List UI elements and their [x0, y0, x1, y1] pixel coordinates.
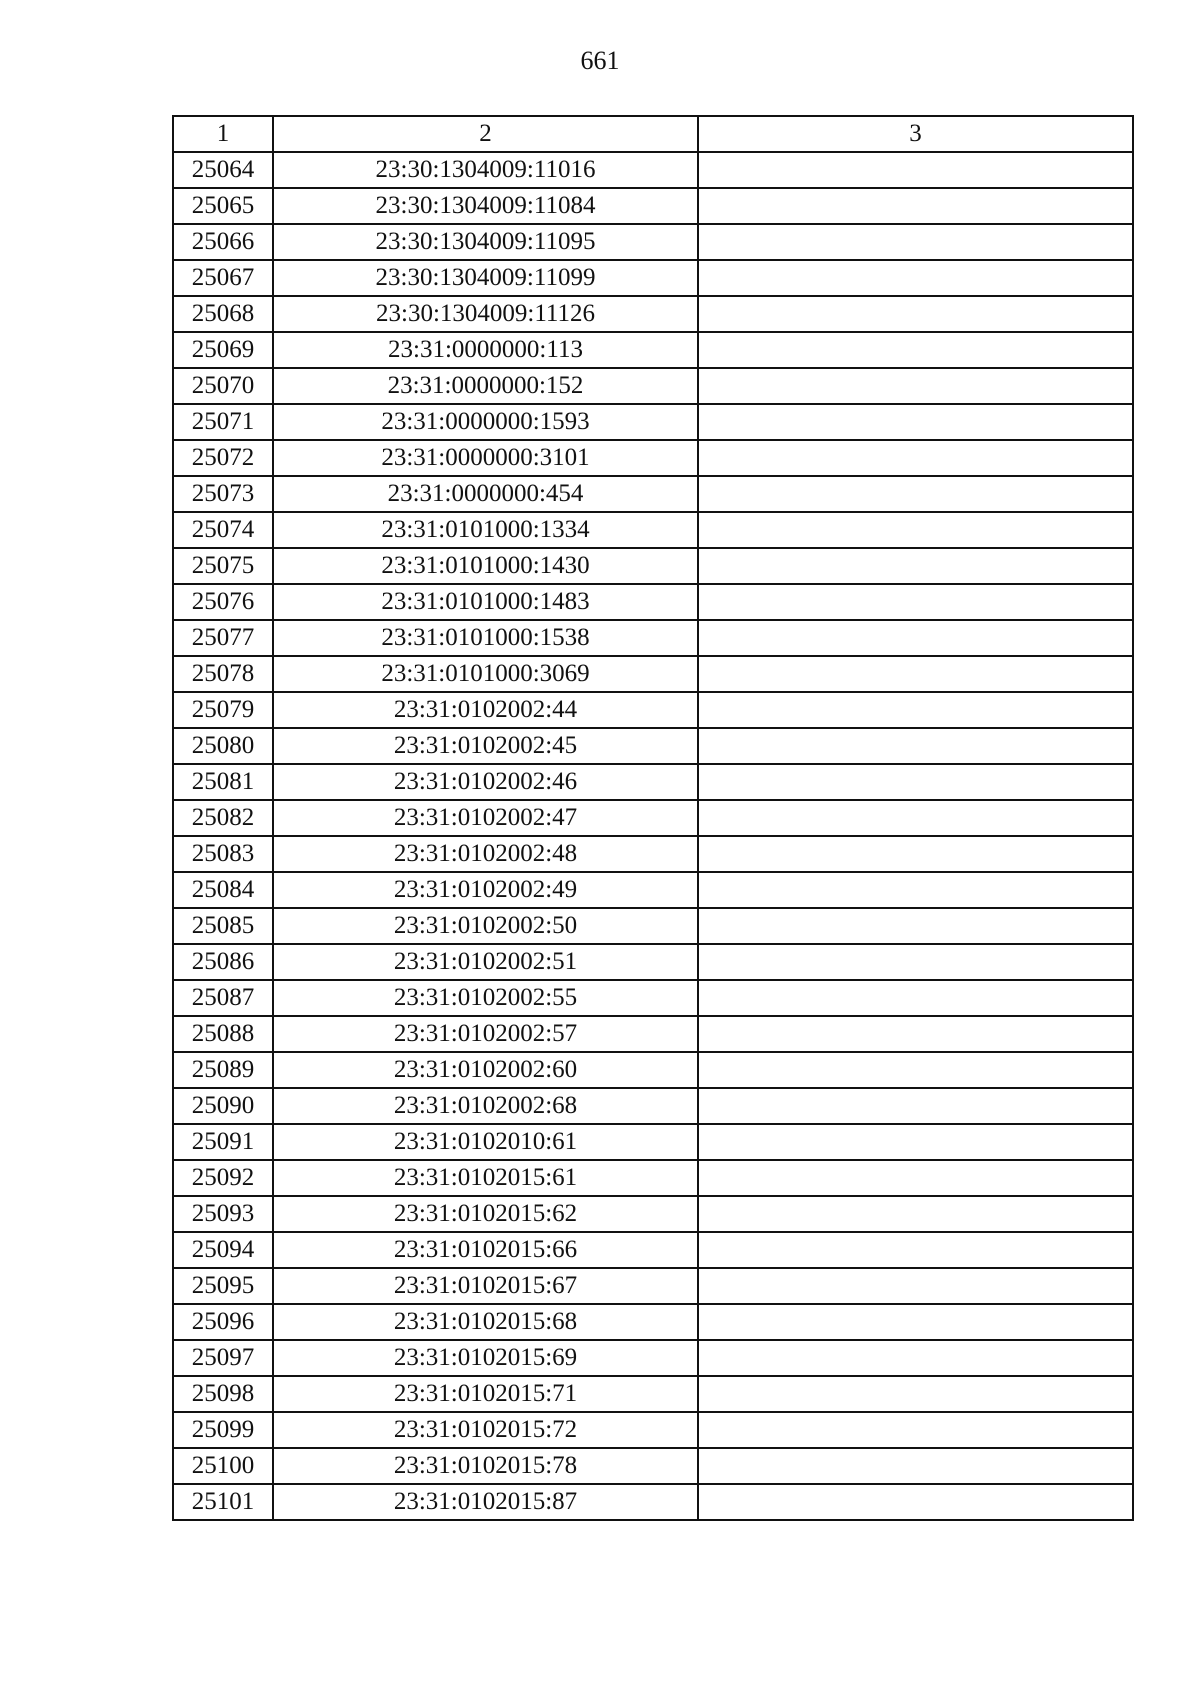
cadastral-number-cell: 23:31:0101000:3069 [273, 656, 698, 692]
row-number-cell: 25088 [173, 1016, 273, 1052]
table-body [173, 152, 1133, 1520]
column-3-cell [698, 980, 1133, 1016]
column-3-cell [698, 1232, 1133, 1268]
cadastral-number-cell: 23:30:1304009:11126 [273, 296, 698, 332]
table-row [173, 1376, 1133, 1412]
row-number-cell: 25081 [173, 764, 273, 800]
column-3-cell [698, 1484, 1133, 1520]
table-row [173, 692, 1133, 728]
table-row [173, 1196, 1133, 1232]
table-row [173, 368, 1133, 404]
table-header [173, 116, 1133, 152]
column-3-cell [698, 1052, 1133, 1088]
cadastral-number-cell: 23:31:0101000:1483 [273, 584, 698, 620]
cadastral-number-cell: 23:31:0102002:45 [273, 728, 698, 764]
cadastral-number-cell: 23:31:0000000:113 [273, 332, 698, 368]
table-row [173, 440, 1133, 476]
table-row [173, 1448, 1133, 1484]
cadastral-number-cell: 23:31:0102015:62 [273, 1196, 698, 1232]
column-3-cell [698, 584, 1133, 620]
table-row [173, 980, 1133, 1016]
row-number-cell: 25090 [173, 1088, 273, 1124]
row-number-cell: 25082 [173, 800, 273, 836]
table-row [173, 1340, 1133, 1376]
column-3-cell [698, 800, 1133, 836]
table-row [173, 1052, 1133, 1088]
cadastral-number-cell: 23:31:0102002:60 [273, 1052, 698, 1088]
cadastral-number-cell: 23:31:0102015:61 [273, 1160, 698, 1196]
column-3-cell [698, 1304, 1133, 1340]
cadastral-number-cell: 23:31:0102002:47 [273, 800, 698, 836]
row-number-cell: 25074 [173, 512, 273, 548]
cadastral-number-cell: 23:31:0102002:55 [273, 980, 698, 1016]
page-number: 661 [580, 46, 620, 75]
cadastral-number-cell: 23:31:0102010:61 [273, 1124, 698, 1160]
column-3-cell [698, 332, 1133, 368]
table-row [173, 944, 1133, 980]
column-3-cell [698, 692, 1133, 728]
header-cell-col-2: 2 [273, 116, 698, 152]
header-cell-col-3: 3 [698, 116, 1133, 152]
column-3-cell [698, 1124, 1133, 1160]
row-number-cell: 25096 [173, 1304, 273, 1340]
row-number-cell: 25075 [173, 548, 273, 584]
column-3-cell [698, 1412, 1133, 1448]
column-3-cell [698, 872, 1133, 908]
row-number-cell: 25084 [173, 872, 273, 908]
table-row [173, 1232, 1133, 1268]
row-number-cell: 25067 [173, 260, 273, 296]
table-row [173, 1016, 1133, 1052]
cadastral-number-cell: 23:31:0102015:66 [273, 1232, 698, 1268]
row-number-cell: 25071 [173, 404, 273, 440]
row-number-cell: 25097 [173, 1340, 273, 1376]
table-row [173, 332, 1133, 368]
cadastral-number-cell: 23:31:0000000:454 [273, 476, 698, 512]
cadastral-number-cell: 23:31:0102002:49 [273, 872, 698, 908]
column-3-cell [698, 404, 1133, 440]
table-row [173, 1124, 1133, 1160]
column-3-cell [698, 620, 1133, 656]
column-3-cell [698, 512, 1133, 548]
table-row [173, 188, 1133, 224]
row-number-cell: 25070 [173, 368, 273, 404]
cadastral-number-cell: 23:31:0000000:3101 [273, 440, 698, 476]
cadastral-number-cell: 23:30:1304009:11095 [273, 224, 698, 260]
row-number-cell: 25068 [173, 296, 273, 332]
table-row [173, 872, 1133, 908]
row-number-cell: 25091 [173, 1124, 273, 1160]
cadastral-number-cell: 23:31:0102015:68 [273, 1304, 698, 1340]
cadastral-number-cell: 23:31:0102015:72 [273, 1412, 698, 1448]
column-3-cell [698, 188, 1133, 224]
table-row [173, 620, 1133, 656]
row-number-cell: 25085 [173, 908, 273, 944]
column-3-cell [698, 1196, 1133, 1232]
table-row [173, 656, 1133, 692]
row-number-cell: 25065 [173, 188, 273, 224]
row-number-cell: 25093 [173, 1196, 273, 1232]
column-3-cell [698, 1376, 1133, 1412]
table-row [173, 584, 1133, 620]
row-number-cell: 25069 [173, 332, 273, 368]
register-table [172, 115, 1134, 1521]
row-number-cell: 25101 [173, 1484, 273, 1520]
row-number-cell: 25072 [173, 440, 273, 476]
row-number-cell: 25080 [173, 728, 273, 764]
row-number-cell: 25089 [173, 1052, 273, 1088]
column-3-cell [698, 476, 1133, 512]
row-number-cell: 25087 [173, 980, 273, 1016]
row-number-cell: 25098 [173, 1376, 273, 1412]
table-row [173, 1160, 1133, 1196]
column-3-cell [698, 1340, 1133, 1376]
cadastral-number-cell: 23:31:0102015:67 [273, 1268, 698, 1304]
column-3-cell [698, 908, 1133, 944]
table-row [173, 800, 1133, 836]
table-row [173, 764, 1133, 800]
table-row [173, 1088, 1133, 1124]
column-3-cell [698, 1016, 1133, 1052]
column-3-cell [698, 1160, 1133, 1196]
column-3-cell [698, 1088, 1133, 1124]
cadastral-number-cell: 23:30:1304009:11016 [273, 152, 698, 188]
table-row [173, 1484, 1133, 1520]
cadastral-number-cell: 23:30:1304009:11084 [273, 188, 698, 224]
cadastral-number-cell: 23:31:0102015:69 [273, 1340, 698, 1376]
cadastral-number-cell: 23:31:0102002:44 [273, 692, 698, 728]
cadastral-number-cell: 23:31:0102015:71 [273, 1376, 698, 1412]
column-3-cell [698, 548, 1133, 584]
row-number-cell: 25092 [173, 1160, 273, 1196]
row-number-cell: 25064 [173, 152, 273, 188]
row-number-cell: 25079 [173, 692, 273, 728]
cadastral-number-cell: 23:31:0101000:1430 [273, 548, 698, 584]
row-number-cell: 25099 [173, 1412, 273, 1448]
cadastral-number-cell: 23:31:0102002:51 [273, 944, 698, 980]
column-3-cell [698, 152, 1133, 188]
header-row [173, 116, 1133, 152]
table-row [173, 476, 1133, 512]
cadastral-number-cell: 23:31:0000000:1593 [273, 404, 698, 440]
row-number-cell: 25094 [173, 1232, 273, 1268]
table-row [173, 728, 1133, 764]
cadastral-number-cell: 23:31:0102015:78 [273, 1448, 698, 1484]
row-number-cell: 25095 [173, 1268, 273, 1304]
table-row [173, 404, 1133, 440]
row-number-cell: 25083 [173, 836, 273, 872]
row-number-cell: 25073 [173, 476, 273, 512]
column-3-cell [698, 440, 1133, 476]
table-row [173, 512, 1133, 548]
cadastral-number-cell: 23:31:0102002:68 [273, 1088, 698, 1124]
row-number-cell: 25077 [173, 620, 273, 656]
cadastral-number-cell: 23:31:0101000:1334 [273, 512, 698, 548]
column-3-cell [698, 656, 1133, 692]
cadastral-number-cell: 23:31:0102015:87 [273, 1484, 698, 1520]
column-3-cell [698, 224, 1133, 260]
cadastral-number-cell: 23:31:0101000:1538 [273, 620, 698, 656]
column-3-cell [698, 1268, 1133, 1304]
cadastral-number-cell: 23:31:0102002:46 [273, 764, 698, 800]
row-number-cell: 25076 [173, 584, 273, 620]
table-row [173, 1268, 1133, 1304]
cadastral-number-cell: 23:31:0102002:50 [273, 908, 698, 944]
table-row [173, 548, 1133, 584]
column-3-cell [698, 1448, 1133, 1484]
column-3-cell [698, 260, 1133, 296]
column-3-cell [698, 764, 1133, 800]
column-3-cell [698, 944, 1133, 980]
table-row [173, 836, 1133, 872]
table-row [173, 1412, 1133, 1448]
row-number-cell: 25086 [173, 944, 273, 980]
column-3-cell [698, 728, 1133, 764]
table-row [173, 224, 1133, 260]
table-row [173, 152, 1133, 188]
cadastral-number-cell: 23:31:0000000:152 [273, 368, 698, 404]
table-row [173, 908, 1133, 944]
column-3-cell [698, 836, 1133, 872]
table-row [173, 296, 1133, 332]
cadastral-number-cell: 23:31:0102002:57 [273, 1016, 698, 1052]
header-cell-col-1: 1 [173, 116, 273, 152]
row-number-cell: 25100 [173, 1448, 273, 1484]
row-number-cell: 25066 [173, 224, 273, 260]
cadastral-number-cell: 23:31:0102002:48 [273, 836, 698, 872]
cadastral-number-cell: 23:30:1304009:11099 [273, 260, 698, 296]
column-3-cell [698, 296, 1133, 332]
table-row [173, 1304, 1133, 1340]
column-3-cell [698, 368, 1133, 404]
table-row [173, 260, 1133, 296]
row-number-cell: 25078 [173, 656, 273, 692]
